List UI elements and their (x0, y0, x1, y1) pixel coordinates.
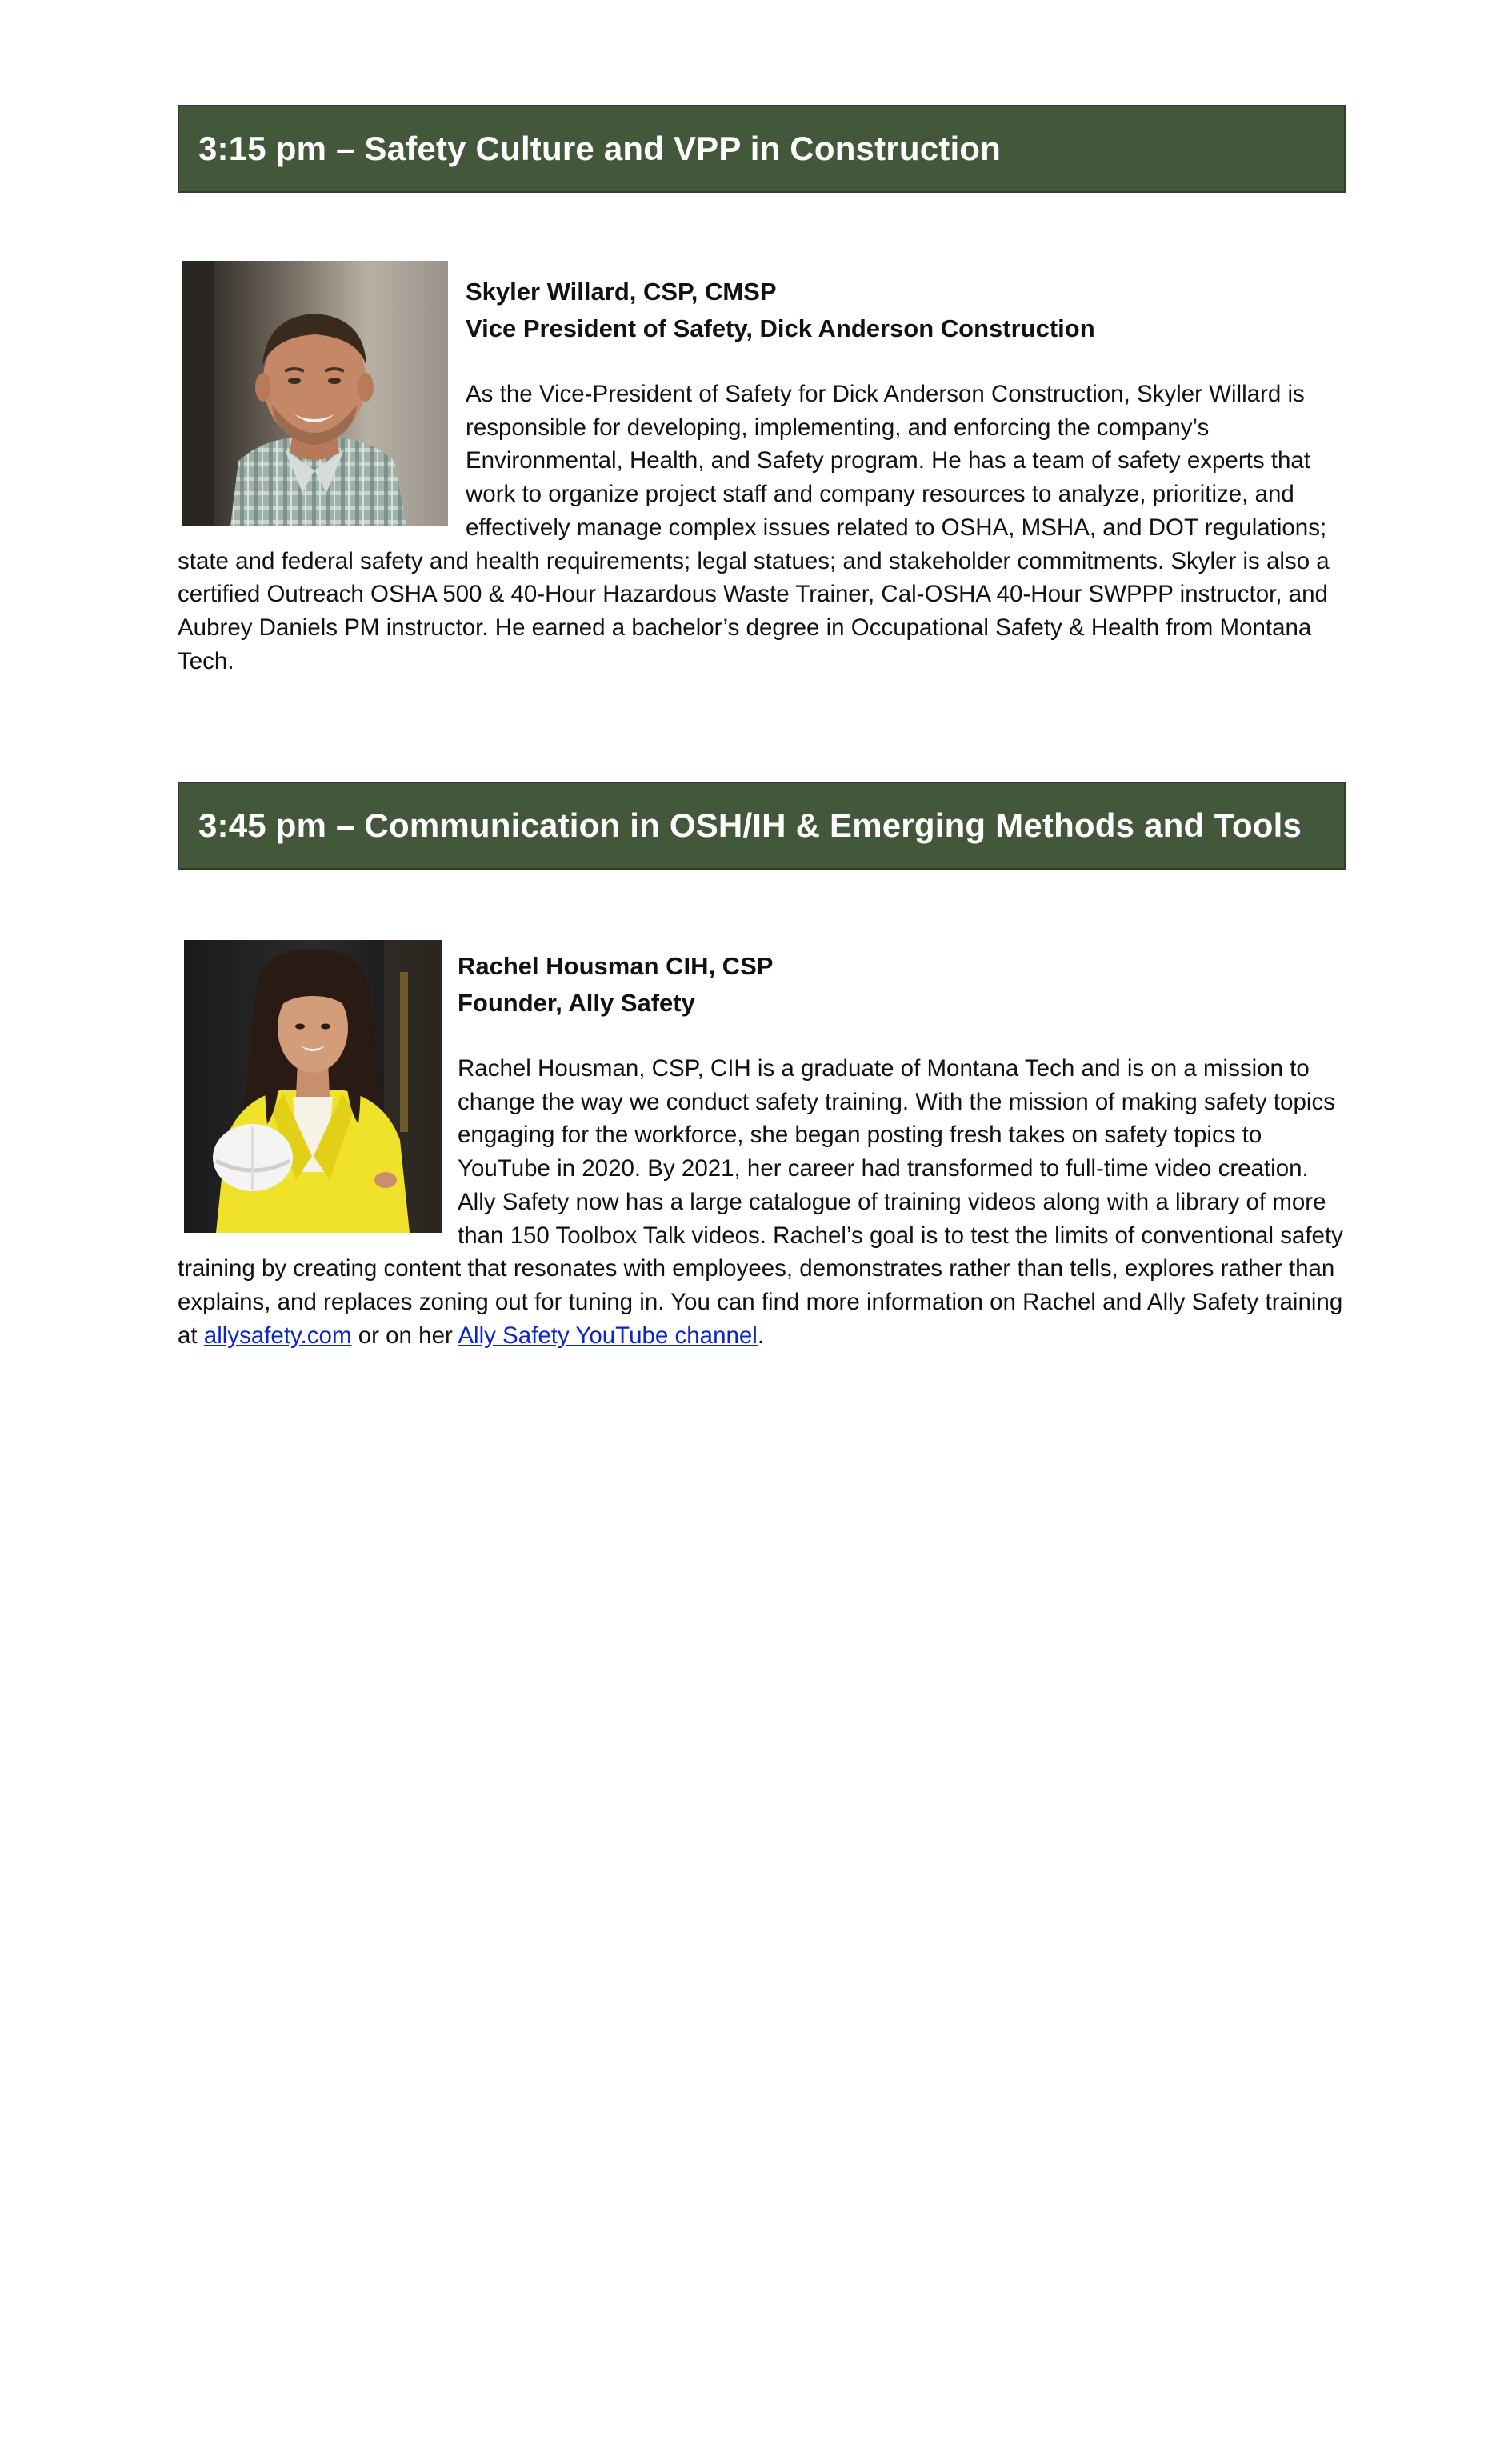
session-header-2 (178, 782, 1346, 870)
speaker-title-1: Vice President of Safety, Dick Anderson Construction (466, 314, 1095, 342)
session-header-1 (178, 105, 1346, 193)
speaker-photo-rachel (184, 940, 442, 1233)
session-heading-2: 3:45 pm – Communication in OSH/IH & Emerging Methods and Tools (198, 806, 1302, 844)
speaker-photo-skyler (182, 261, 448, 526)
speaker-block-2 (178, 940, 1346, 1352)
speaker-bio-2-end: . (757, 1322, 765, 1349)
youtube-channel-link[interactable]: Ally Safety YouTube channel (458, 1322, 758, 1349)
session-heading-1: 3:15 pm – Safety Culture and VPP in Construction (198, 130, 1002, 167)
speaker-block-1 (178, 261, 1346, 678)
speaker-name-1: Skyler Willard, CSP, CMSP (466, 278, 777, 306)
speaker-title-2: Founder, Ally Safety (458, 989, 695, 1017)
speaker-bio-2-mid: or on her (351, 1322, 458, 1349)
speaker-name-2: Rachel Housman CIH, CSP (458, 952, 774, 980)
allysafety-link[interactable]: allysafety.com (203, 1322, 352, 1349)
speaker-bio-2-text: Rachel Housman, CSP, CIH is a graduate of Montana Tech and is on a mission to change the way we conduct safety training. With the mission of making safety topics engaging for the workforce, she began posting fresh takes on safety topics to YouTube in 2020. By 2021, her career had transformed to full-time video creation. Ally Safety now has a large catalogue of training videos along with a library of more than 150 Toolbox Talk videos. Rachel’s goal is to test the limits of conventional safety training by creating content that resonates with employees, demonstrates rather than tells, explores rather than explains, and replaces zoning out for tuning in. You can find more information on Rachel and Ally Safety training at (178, 1055, 1343, 1349)
speaker-bio-1: As the Vice-President of Safety for Dick Anderson Construction, Skyler Willard is responsible for developing, implementing, and enforcing the company’s Environmental, Health, and Safety program. He has a team of safety experts that work to organize project staff and company resources to analyze, prioritize, and effectively manage complex issues related to OSHA, MSHA, and DOT regulations; state and federal safety and health requirements; legal statues; and stakeholder commitments. Skyler is also a certified Outreach OSHA 500 & 40-Hour Hazardous Waste Trainer, Cal-OSHA 40-Hour SWPPP instructor, and Aubrey Daniels PM instructor. He earned a bachelor’s degree in Occupational Safety & Health from Montana Tech. (178, 381, 1330, 674)
